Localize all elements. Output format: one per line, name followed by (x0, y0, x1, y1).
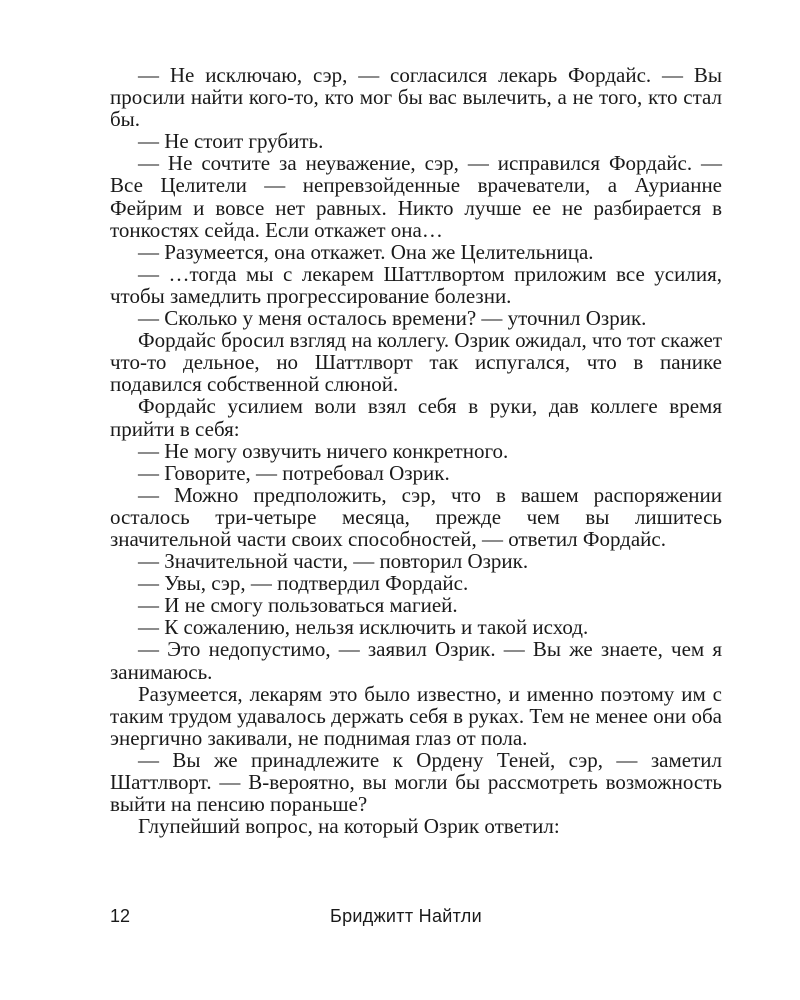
paragraph: Фордайс бросил взгляд на коллегу. Озрик ожидал, что тот скажет что-то дельное, но Шаттлворт так испугался, что в панике подавился собственной слюной. (110, 328, 722, 397)
paragraph: — Разумеется, она откажет. Она же Целительница. (138, 239, 594, 264)
paragraph: — Не исключаю, сэр, — согласился лекарь Фордайс. — Вы просили найти кого-то, кто мог бы вас вылечить, а не того, кто стал бы. (110, 63, 722, 132)
paragraph: — И не смогу пользоваться магией. (138, 593, 458, 618)
paragraph: — Сколько у меня осталось времени? — уточнил Озрик. (138, 306, 647, 331)
paragraph: — Значительной части, — повторил Озрик. (138, 549, 529, 574)
paragraph: Глупейший вопрос, на который Озрик ответил: (138, 814, 560, 839)
paragraph: Разумеется, лекарям это было известно, и именно поэтому им с таким трудом удавалось держать себя в руках. Тем не менее они оба энергично закивали, не поднимая глаз от пола. (110, 681, 722, 750)
page-number: 12 (110, 906, 131, 926)
paragraph: — Не сочтите за неуважение, сэр, — исправился Фордайс. — Все Целители — непревзойденные врачеватели, а Аурианне Фейрим и вовсе нет равных. Никто лучше ее не разбирается в тонкостях сейда. Если откажет она… (110, 151, 722, 242)
paragraph: Фордайс усилием воли взял себя в руки, дав коллеге время прийти в себя: (110, 394, 722, 441)
paragraph: — Вы же принадлежите к Ордену Теней, сэр, — заметил Шаттлворт. — В-вероятно, вы могли бы рассмотреть возможность выйти на пенсию пораньше? (110, 747, 722, 817)
paragraph: — Не могу озвучить ничего конкретного. (138, 438, 509, 463)
running-title: Бриджитт Найтли (330, 906, 482, 926)
paragraph: — Не стоит грубить. (138, 129, 324, 154)
paragraph: — Можно предположить, сэр, что в вашем распоряжении осталось три-четыре месяца, прежде чем вы лишитесь значительной части своих способностей, — ответил Фордайс. (110, 482, 722, 551)
paragraph: — Это недопустимо, — заявил Озрик. — Вы же знаете, чем я занимаюсь. (110, 637, 722, 684)
page-footer (110, 906, 722, 934)
body-text (110, 64, 722, 837)
paragraph: — …тогда мы с лекарем Шаттлвортом приложим все усилия, чтобы замедлить прогрессирование болезни. (110, 261, 722, 308)
paragraph: — К сожалению, нельзя исключить и такой исход. (138, 615, 589, 640)
paragraph: — Говорите, — потребовал Озрик. (138, 460, 450, 485)
paragraph: — Увы, сэр, — подтвердил Фордайс. (138, 571, 469, 596)
